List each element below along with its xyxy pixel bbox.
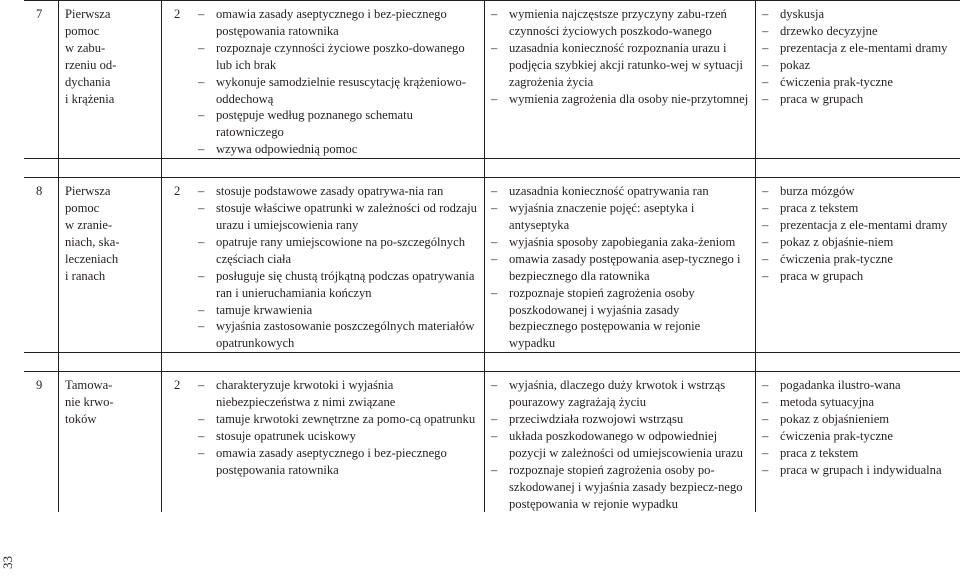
extended-requirement-item xyxy=(491,40,749,91)
dash-bullet: – xyxy=(762,201,769,216)
basic-requirement-list xyxy=(192,178,485,353)
spacer-cell xyxy=(485,159,756,178)
extended-requirement-text: wyjaśnia sposoby zapobiegania zaka-żeniom xyxy=(509,234,736,249)
lesson-number: 8 xyxy=(24,178,59,353)
topic-line: Tamowa- xyxy=(65,378,113,393)
extended-requirement-item xyxy=(491,285,749,353)
teaching-method-text: ćwiczenia prak-tyczne xyxy=(780,428,893,443)
basic-requirement-text: rozpoznaje czynności życiowe poszko-dowanego lub ich brak xyxy=(216,40,465,72)
spacer-cell xyxy=(192,353,485,372)
basic-requirement-item xyxy=(198,302,478,319)
basic-requirement-text: stosuje podstawowe zasady opatrywa-nia ran xyxy=(216,184,444,199)
topic-line: Pierwsza xyxy=(65,7,111,21)
dash-bullet: – xyxy=(762,184,769,199)
basic-requirement-text: wzywa odpowiednią pomoc xyxy=(216,142,358,157)
extended-requirement-item xyxy=(491,377,749,411)
spacer-cell xyxy=(24,353,59,372)
dash-bullet: – xyxy=(198,445,205,460)
teaching-method-text: prezentacja z ele-mentami dramy xyxy=(780,217,948,232)
dash-bullet: – xyxy=(491,91,498,106)
teaching-method-text: pokaz z objaśnieniem xyxy=(780,412,890,427)
dash-bullet: – xyxy=(198,234,205,249)
teaching-method-item xyxy=(762,394,954,411)
basic-requirement-item xyxy=(198,183,478,200)
topic-line: nie krwo- xyxy=(65,395,114,410)
dash-bullet: – xyxy=(198,428,205,443)
dash-bullet: – xyxy=(762,217,769,232)
topic-line: leczeniach xyxy=(65,251,119,266)
dash-bullet: – xyxy=(762,7,769,21)
teaching-method-item xyxy=(762,268,954,285)
teaching-method-item xyxy=(762,23,954,40)
dash-bullet: – xyxy=(491,184,498,199)
dash-bullet: – xyxy=(762,268,769,283)
dash-bullet: – xyxy=(762,234,769,249)
extended-requirement-text: uzasadnia konieczność opatrywania ran xyxy=(509,184,709,199)
dash-bullet: – xyxy=(198,40,205,55)
spacer-cell xyxy=(24,159,59,178)
topic-line: niach, ska- xyxy=(65,234,120,249)
lesson-hours: 2 xyxy=(162,1,193,159)
basic-requirement-item xyxy=(198,268,478,302)
lesson-number: 9 xyxy=(24,372,59,513)
dash-bullet: – xyxy=(762,378,769,393)
teaching-method-text: metoda sytuacyjna xyxy=(780,395,875,410)
extended-requirement-text: wymienia najczęstsze przyczyny zabu-rzeń czynności życiowych poszkodo-wanego xyxy=(509,7,727,38)
basic-requirement-text: posługuje się chustą trójkątną podczas opatrywania ran i unieruchamiania kończyn xyxy=(216,268,475,300)
extended-requirement-text: omawia zasady postępowania asep-tycznego i bezpiecznego dla ratownika xyxy=(509,251,741,283)
extended-requirement-text: rozpoznaje stopień zagrożenia osoby poszkodowanej i wyjaśnia zasady bezpiecznego postępowania w rejonie wypadku xyxy=(509,285,701,351)
basic-requirement-text: stosuje opatrunek uciskowy xyxy=(216,428,356,443)
teaching-method-item xyxy=(762,428,954,445)
dash-bullet: – xyxy=(198,319,205,334)
extended-requirement-item xyxy=(491,183,749,200)
dash-bullet: – xyxy=(198,268,205,283)
dash-bullet: – xyxy=(491,201,498,216)
teaching-method-text: praca z tekstem xyxy=(780,201,859,216)
basic-requirement-item xyxy=(198,428,478,445)
dash-bullet: – xyxy=(762,91,769,106)
basic-requirement-text: stosuje właściwe opatrunki w zależności od rodzaju urazu i umiejscowienia rany xyxy=(216,201,477,232)
extended-requirement-item xyxy=(491,428,749,462)
basic-requirement-text: opatruje rany umiejscowione na po-szczególnych częściach ciała xyxy=(216,234,465,266)
spacer-cell xyxy=(756,353,960,372)
extended-requirement-text: uzasadnia konieczność rozpoznania urazu i podjęcia szybkiej akcji ratunko-wej w sytuacji zagrożenia życia xyxy=(509,40,743,89)
dash-bullet: – xyxy=(491,251,498,266)
teaching-method-item xyxy=(762,6,954,23)
dash-bullet: – xyxy=(491,462,498,477)
extended-requirement-text: układa poszkodowanego w odpowiedniej pozycji w zależności od umiejscowienia urazu xyxy=(509,428,743,460)
row-spacer xyxy=(24,353,960,372)
topic-line: i krążenia xyxy=(65,91,115,106)
dash-bullet: – xyxy=(762,23,769,38)
dash-bullet: – xyxy=(491,428,498,443)
basic-requirement-list xyxy=(192,1,485,159)
basic-requirement-text: tamuje krwawienia xyxy=(216,302,313,317)
dash-bullet: – xyxy=(198,108,205,123)
lesson-number: 7 xyxy=(24,1,59,159)
dash-bullet: – xyxy=(762,412,769,427)
basic-requirement-text: postępuje według poznanego schematu ratowniczego xyxy=(216,108,413,140)
dash-bullet: – xyxy=(762,462,769,477)
dash-bullet: – xyxy=(198,412,205,427)
teaching-method-item xyxy=(762,57,954,74)
topic-line: w zabu- xyxy=(65,40,106,55)
basic-requirement-text: omawia zasady aseptycznego i bez-piecznego postępowania ratownika xyxy=(216,445,447,477)
dash-bullet: – xyxy=(491,234,498,249)
extended-requirement-item xyxy=(491,91,749,108)
extended-requirement-item xyxy=(491,251,749,285)
teaching-method-item xyxy=(762,445,954,462)
lesson-hours: 2 xyxy=(162,372,193,513)
teaching-method-list xyxy=(756,178,960,353)
lesson-topic xyxy=(59,1,162,159)
teaching-method-item xyxy=(762,183,954,200)
extended-requirement-item xyxy=(491,462,749,513)
spacer-cell xyxy=(59,353,162,372)
basic-requirement-item xyxy=(198,40,478,74)
basic-requirement-text: tamuje krwotoki zewnętrzne za pomo-cą opatrunku xyxy=(216,412,476,427)
dash-bullet: – xyxy=(762,251,769,266)
dash-bullet: – xyxy=(762,57,769,72)
teaching-method-text: dyskusja xyxy=(780,7,825,21)
topic-line: rzeniu od- xyxy=(65,57,117,72)
topic-line: toków xyxy=(65,412,97,427)
teaching-method-text: pokaz xyxy=(780,57,811,72)
basic-requirement-item xyxy=(198,200,478,234)
extended-requirement-text: przeciwdziała rozwojowi wstrząsu xyxy=(509,412,684,427)
teaching-method-text: ćwiczenia prak-tyczne xyxy=(780,251,893,266)
topic-line: pomoc xyxy=(65,23,100,38)
basic-requirement-item xyxy=(198,74,478,108)
dash-bullet: – xyxy=(198,74,205,89)
teaching-method-item xyxy=(762,251,954,268)
basic-requirement-list xyxy=(192,372,485,513)
extended-requirement-item xyxy=(491,411,749,428)
basic-requirement-item xyxy=(198,377,478,411)
dash-bullet: – xyxy=(198,201,205,216)
teaching-method-item xyxy=(762,40,954,57)
extended-requirement-item xyxy=(491,6,749,40)
spacer-cell xyxy=(485,353,756,372)
topic-line: pomoc xyxy=(65,201,100,216)
dash-bullet: – xyxy=(491,412,498,427)
extended-requirement-text: wyjaśnia, dlaczego duży krwotok i wstrząs pourazowy zagrażają życiu xyxy=(509,378,726,410)
basic-requirement-item xyxy=(198,318,478,352)
extended-requirement-list xyxy=(485,372,756,513)
dash-bullet: – xyxy=(762,428,769,443)
basic-requirement-text: wyjaśnia zastosowanie poszczególnych materiałów opatrunkowych xyxy=(216,319,475,351)
page-number: 33 xyxy=(0,556,15,569)
dash-bullet: – xyxy=(491,285,498,300)
spacer-cell xyxy=(162,159,193,178)
basic-requirement-item xyxy=(198,445,478,479)
teaching-method-item xyxy=(762,462,954,479)
extended-requirement-item xyxy=(491,200,749,234)
table-row xyxy=(24,372,960,513)
teaching-method-item xyxy=(762,74,954,91)
dash-bullet: – xyxy=(198,142,205,157)
teaching-method-text: praca w grupach i indywidualna xyxy=(780,462,942,477)
extended-requirement-list xyxy=(485,1,756,159)
topic-line: i ranach xyxy=(65,268,106,283)
teaching-method-item xyxy=(762,200,954,217)
table-row xyxy=(24,178,960,353)
basic-requirement-item xyxy=(198,141,478,158)
dash-bullet: – xyxy=(491,378,498,393)
curriculum-table xyxy=(24,0,960,512)
teaching-method-text: burza mózgów xyxy=(780,184,855,199)
teaching-method-item xyxy=(762,234,954,251)
lesson-topic xyxy=(59,372,162,513)
dash-bullet: – xyxy=(762,445,769,460)
dash-bullet: – xyxy=(198,378,205,393)
extended-requirement-item xyxy=(491,234,749,251)
teaching-method-text: drzewko decyzyjne xyxy=(780,23,878,38)
teaching-method-item xyxy=(762,411,954,428)
teaching-method-text: ćwiczenia prak-tyczne xyxy=(780,74,893,89)
dash-bullet: – xyxy=(762,395,769,410)
teaching-method-list xyxy=(756,372,960,513)
table-row xyxy=(24,1,960,159)
basic-requirement-item xyxy=(198,411,478,428)
dash-bullet: – xyxy=(198,7,205,21)
teaching-method-item xyxy=(762,377,954,394)
teaching-method-item xyxy=(762,217,954,234)
extended-requirement-text: wymienia zagrożenia dla osoby nie-przytomnej xyxy=(509,91,749,106)
teaching-method-text: praca z tekstem xyxy=(780,445,859,460)
basic-requirement-text: wykonuje samodzielnie resuscytację krążeniowo-oddechową xyxy=(216,74,467,106)
basic-requirement-item xyxy=(198,6,478,40)
teaching-method-text: pogadanka ilustro-wana xyxy=(780,378,901,393)
dash-bullet: – xyxy=(198,184,205,199)
dash-bullet: – xyxy=(491,7,498,21)
extended-requirement-text: rozpoznaje stopień zagrożenia osoby po-szkodowanej i wyjaśnia zasady bezpiecz-nego postępowania w rejonie wypadku xyxy=(509,462,743,511)
basic-requirement-text: omawia zasady aseptycznego i bez-piecznego postępowania ratownika xyxy=(216,7,447,38)
teaching-method-text: pokaz z objaśnie-niem xyxy=(780,234,894,249)
lesson-hours: 2 xyxy=(162,178,193,353)
extended-requirement-text: wyjaśnia znaczenie pojęć: aseptyka i antyseptyka xyxy=(509,201,695,232)
table-body xyxy=(24,1,960,513)
row-spacer xyxy=(24,159,960,178)
extended-requirement-list xyxy=(485,178,756,353)
topic-line: Pierwsza xyxy=(65,184,111,199)
teaching-method-list xyxy=(756,1,960,159)
teaching-method-item xyxy=(762,91,954,108)
spacer-cell xyxy=(162,353,193,372)
dash-bullet: – xyxy=(762,40,769,55)
dash-bullet: – xyxy=(762,74,769,89)
spacer-cell xyxy=(192,159,485,178)
dash-bullet: – xyxy=(491,40,498,55)
basic-requirement-text: charakteryzuje krwotoki i wyjaśnia niebezpieczeństwa z nimi związane xyxy=(216,378,396,410)
dash-bullet: – xyxy=(198,302,205,317)
teaching-method-text: praca w grupach xyxy=(780,91,864,106)
basic-requirement-item xyxy=(198,234,478,268)
basic-requirement-item xyxy=(198,107,478,141)
teaching-method-text: praca w grupach xyxy=(780,268,864,283)
spacer-cell xyxy=(59,159,162,178)
topic-line: dychania xyxy=(65,74,111,89)
teaching-method-text: prezentacja z ele-mentami dramy xyxy=(780,40,948,55)
spacer-cell xyxy=(756,159,960,178)
lesson-topic xyxy=(59,178,162,353)
topic-line: w zranie- xyxy=(65,217,113,232)
